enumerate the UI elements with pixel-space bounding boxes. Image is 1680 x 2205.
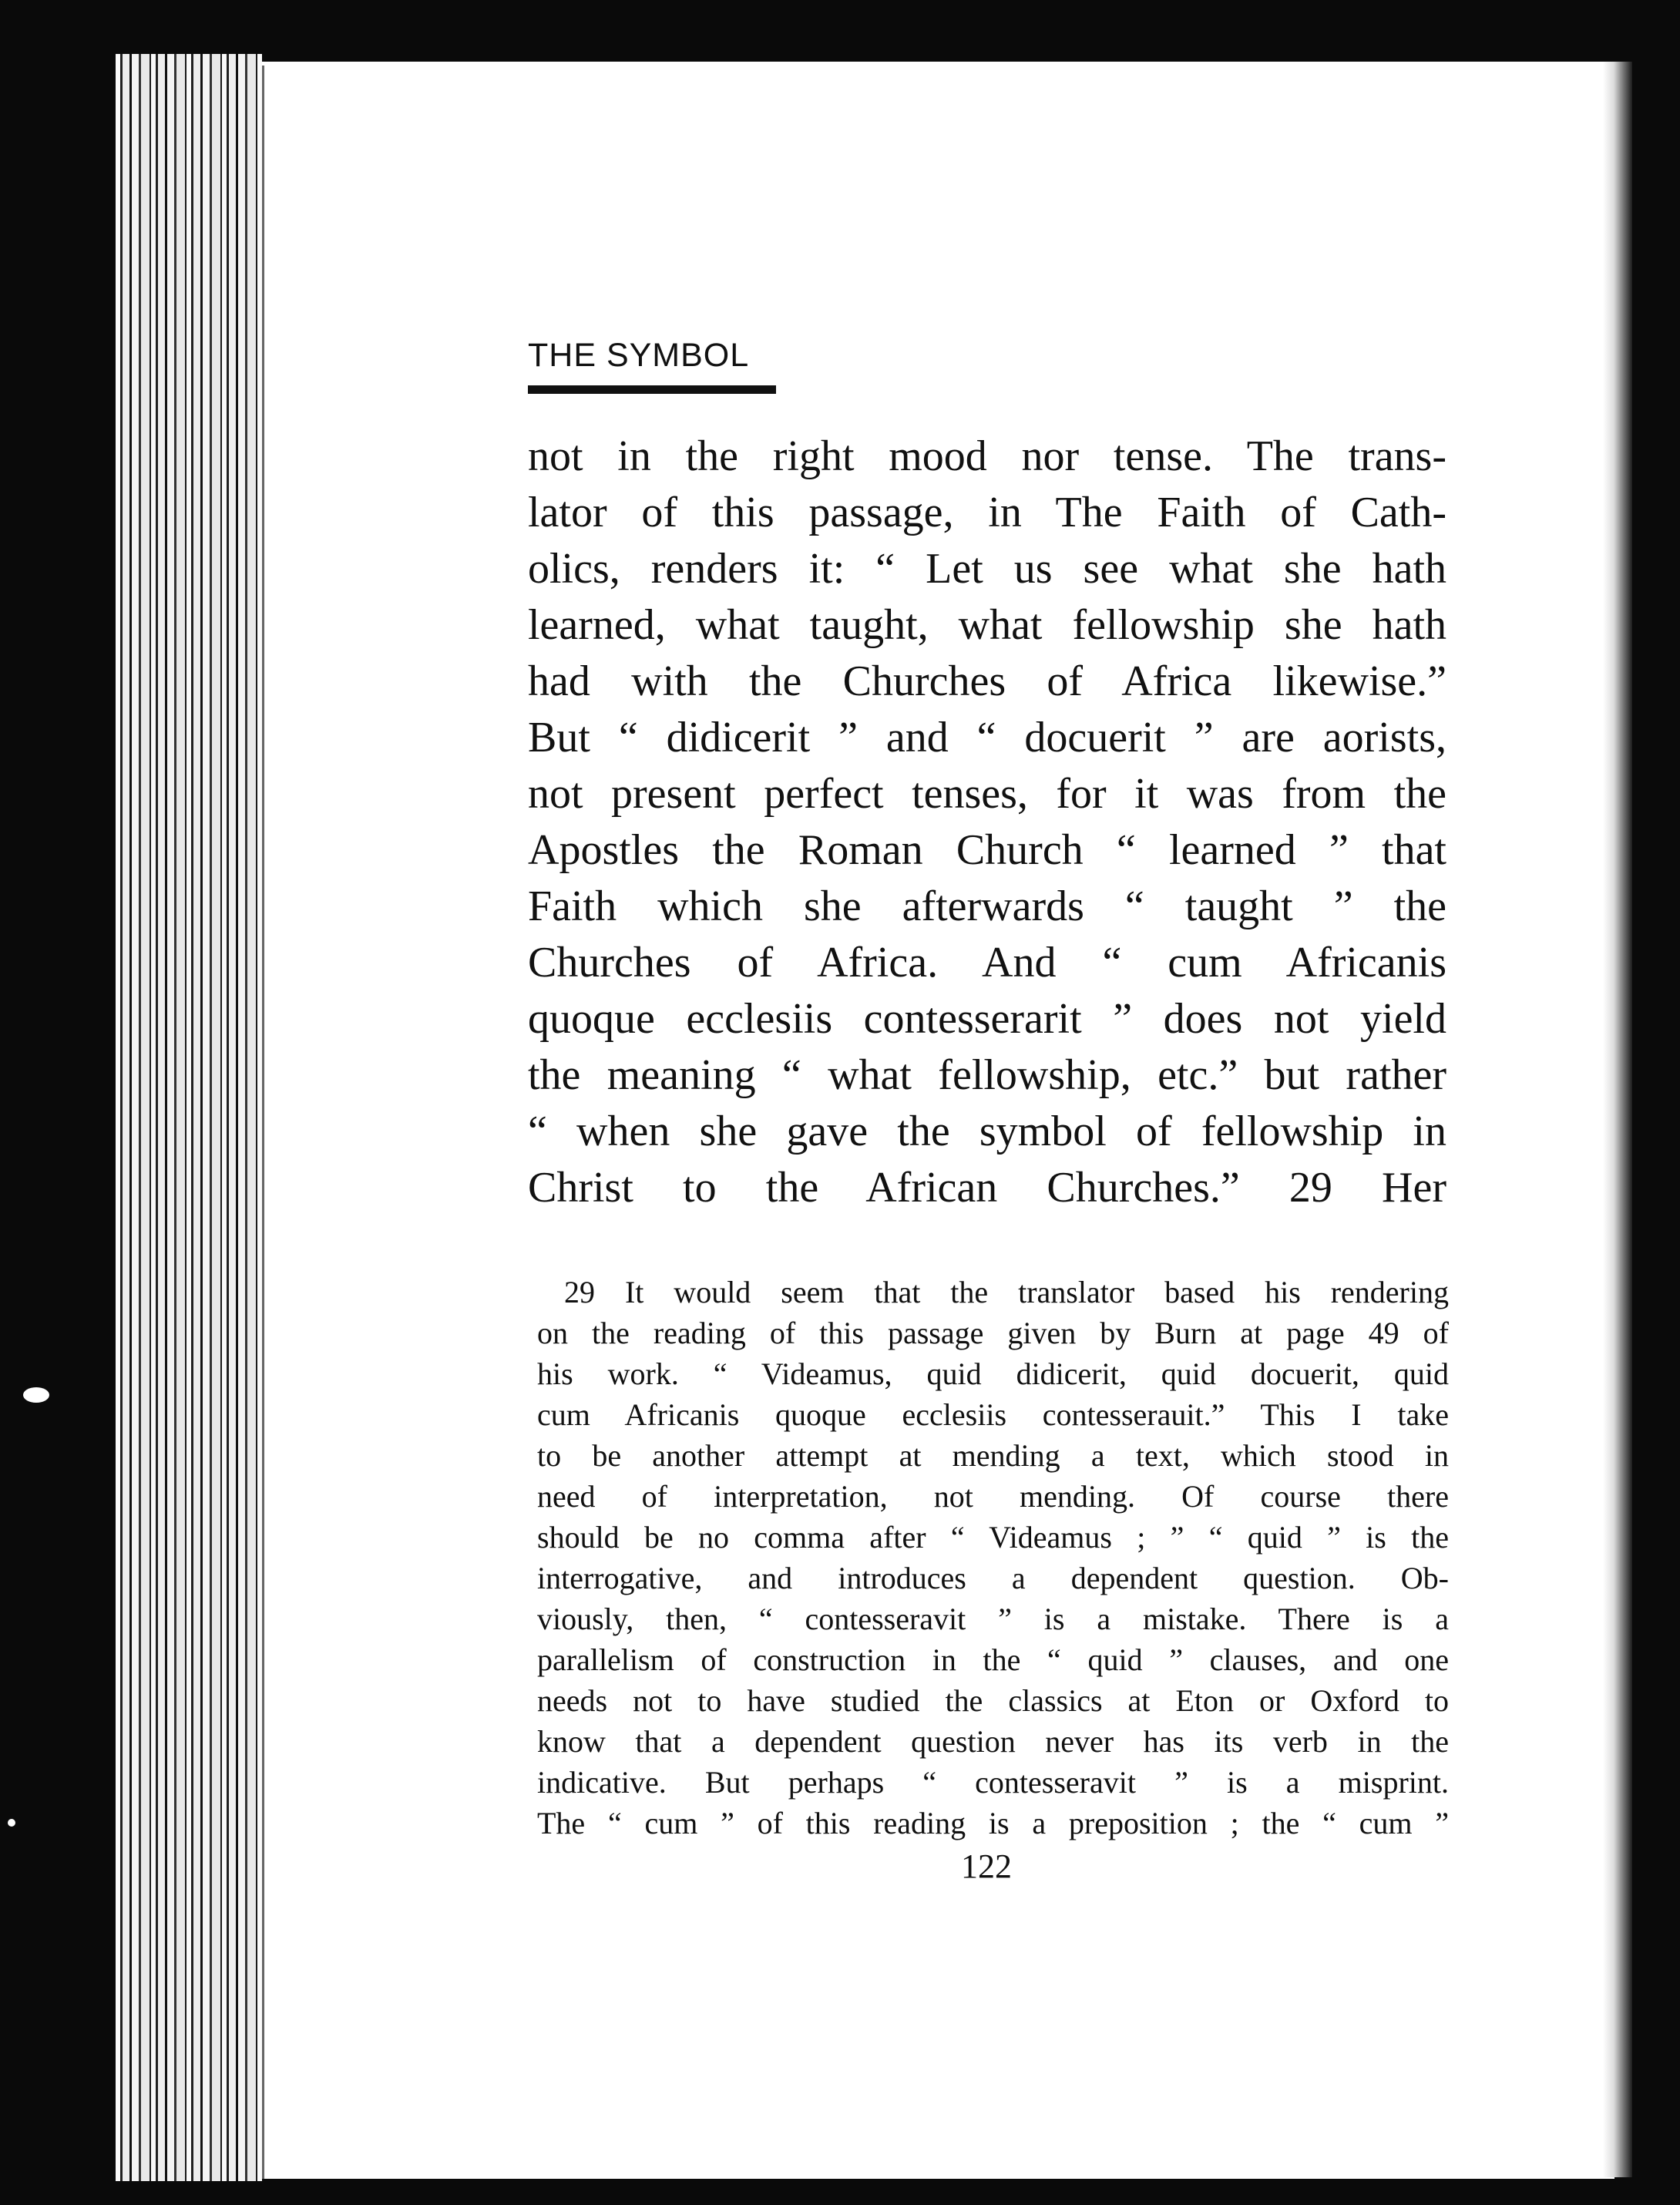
body-line: not in the right mood nor tense. The trans- bbox=[528, 432, 1446, 480]
body-line: “ when she gave the symbol of fellowship in bbox=[528, 1108, 1446, 1155]
body-line: quoque ecclesiis contesserarit ” does not yield bbox=[528, 995, 1446, 1043]
footnote-line: need of interpretation, not mending. Of course there bbox=[537, 1479, 1449, 1514]
body-line: Apostles the Roman Church “ learned ” that bbox=[528, 826, 1446, 874]
footnote-line: know that a dependent question never has its verb in the bbox=[537, 1724, 1449, 1759]
body-line: Churches of Africa. And “ cum Africanis bbox=[528, 939, 1446, 987]
footnote-line: needs not to have studied the classics at Eton or Oxford to bbox=[537, 1683, 1449, 1718]
footnote-line: 29 It would seem that the translator based his rendering bbox=[564, 1275, 1449, 1309]
body-line: But “ didicerit ” and “ docuerit ” are aorists, bbox=[528, 714, 1446, 761]
body-line: lator of this passage, in The Faith of Cath- bbox=[528, 489, 1446, 536]
footnote-line: should be no comma after “ Videamus ; ” “ quid ” is the bbox=[537, 1520, 1449, 1555]
body-line: Christ to the African Churches.” 29 Her bbox=[528, 1164, 1446, 1212]
scan-border-top bbox=[0, 0, 1680, 62]
footnote-line: his work. “ Videamus, quid didicerit, quid docuerit, quid bbox=[537, 1356, 1449, 1391]
scan-speck bbox=[23, 1387, 49, 1403]
scan-border-right bbox=[1632, 0, 1680, 2205]
footnote-line: The “ cum ” of this reading is a preposition ; the “ cum ” bbox=[537, 1806, 1449, 1840]
body-line: Faith which she afterwards “ taught ” the bbox=[528, 882, 1446, 930]
book-gutter bbox=[1603, 62, 1632, 2177]
running-head-rule bbox=[528, 385, 776, 394]
footnote-line: parallelism of construction in the “ quid ” clauses, and one bbox=[537, 1642, 1449, 1677]
body-line: not present perfect tenses, for it was from the bbox=[528, 770, 1446, 818]
footnote-line: cum Africanis quoque ecclesiis contesserauit.” This I take bbox=[537, 1397, 1449, 1432]
page-number: 122 bbox=[961, 1847, 1012, 1885]
body-line: had with the Churches of Africa likewise.” bbox=[528, 657, 1446, 705]
footnote-line: interrogative, and introduces a dependent question. Ob- bbox=[537, 1561, 1449, 1595]
book-page-edges bbox=[116, 54, 262, 2181]
scan-speck bbox=[8, 1819, 15, 1827]
footnote-line: viously, then, “ contesseravit ” is a mistake. There is a bbox=[537, 1602, 1449, 1636]
scan-border-left bbox=[0, 0, 116, 2205]
body-line: olics, renders it: “ Let us see what she hath bbox=[528, 545, 1446, 593]
body-line: the meaning “ what fellowship, etc.” but rather bbox=[528, 1051, 1446, 1099]
body-line: learned, what taught, what fellowship she hath bbox=[528, 601, 1446, 649]
footnote-line: indicative. But perhaps “ contesseravit ” is a misprint. bbox=[537, 1765, 1449, 1800]
footnote-line: to be another attempt at mending a text, which stood in bbox=[537, 1438, 1449, 1473]
running-head: THE SYMBOL bbox=[528, 337, 750, 374]
footnote-line: on the reading of this passage given by Burn at page 49 of bbox=[537, 1316, 1449, 1350]
